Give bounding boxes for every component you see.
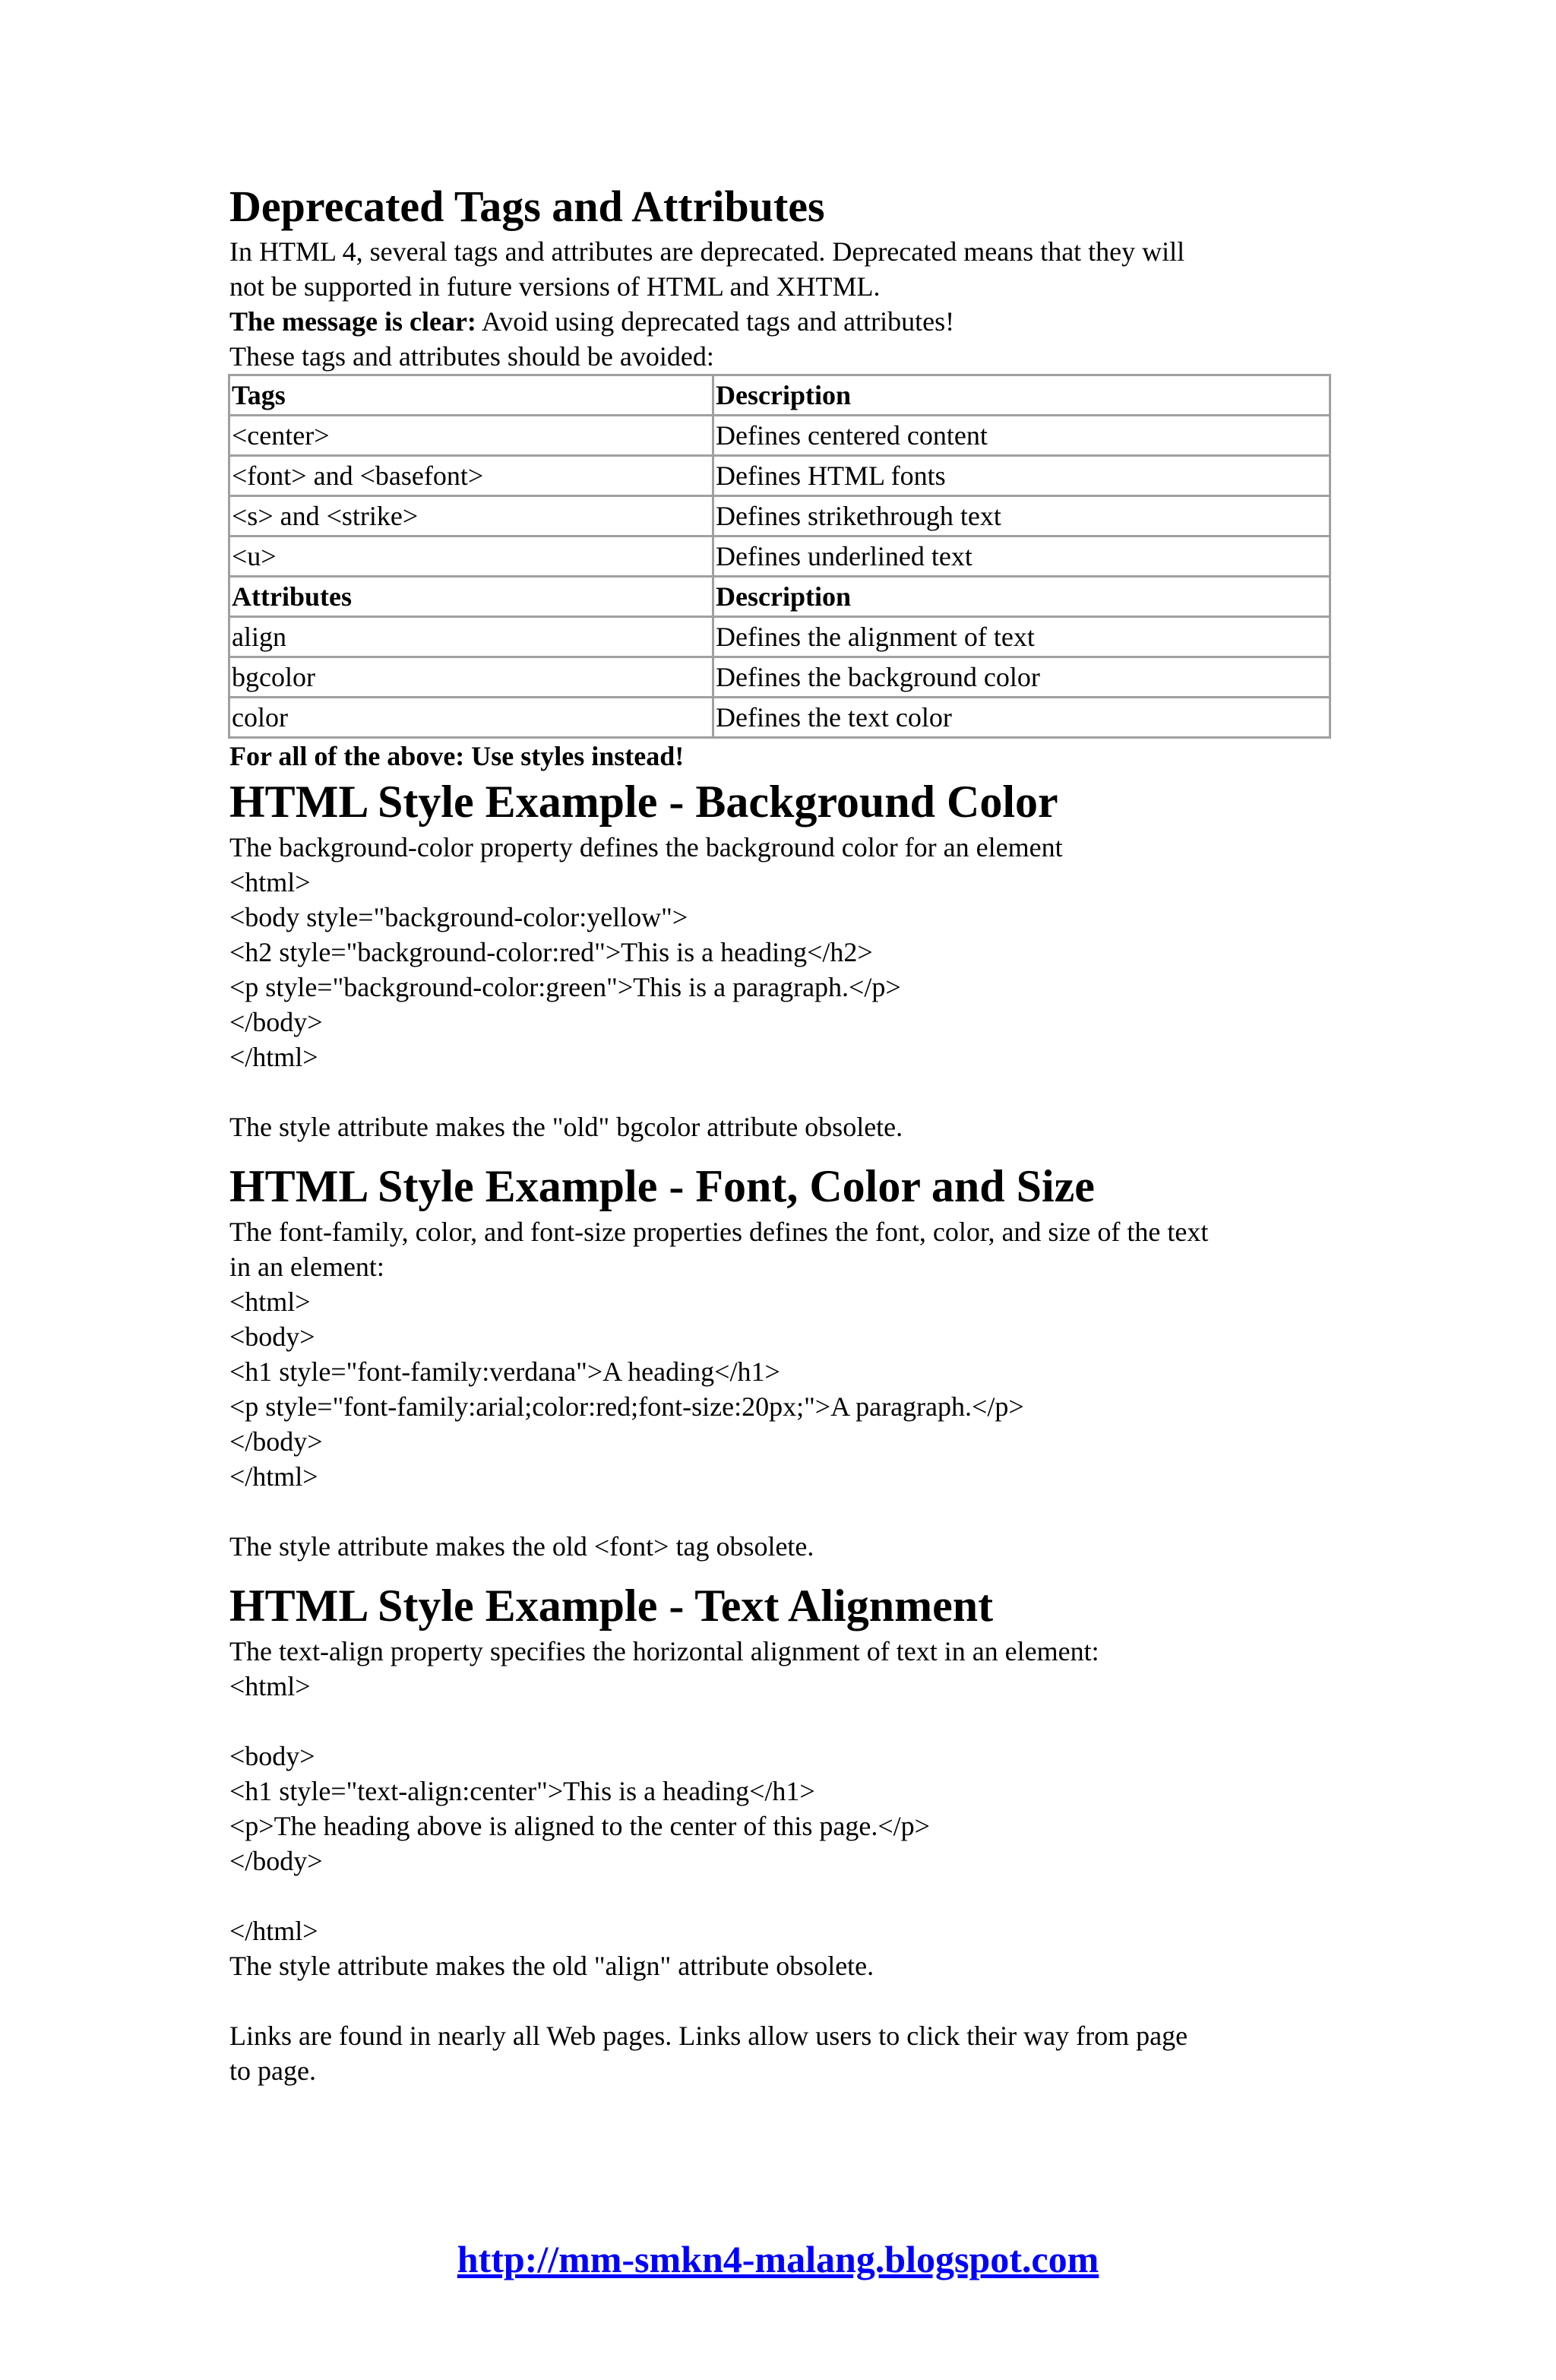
table-cell: <s> and <strike>	[229, 496, 713, 536]
note-line: The style attribute makes the old "align" attribute obsolete.	[229, 1951, 874, 1981]
table-header-row	[229, 375, 1330, 416]
table-row	[229, 456, 1330, 496]
code-line: <p style="font-family:arial;color:red;font-size:20px;">A paragraph.</p>	[229, 1391, 1024, 1422]
body-line: The background-color property defines the background color for an element	[229, 832, 1063, 862]
table-header-cell: Tags	[229, 375, 713, 416]
spacer	[229, 1983, 1339, 2018]
table-cell: <u>	[229, 536, 713, 577]
spacer	[229, 1704, 1339, 1739]
code-line: <p>The heading above is aligned to the center of this page.</p>	[229, 1811, 930, 1841]
note-line: The style attribute makes the old <font> tag obsolete.	[229, 1531, 814, 1562]
body-line: The font-family, color, and font-size properties defines the font, color, and size of the text	[229, 1217, 1209, 1247]
section-heading-background-color: HTML Style Example - Background Color	[229, 777, 1058, 827]
message-line	[229, 304, 1339, 339]
links-line: Links are found in nearly all Web pages. Links allow users to click their way from page	[229, 2021, 1188, 2051]
table-cell: bgcolor	[229, 657, 713, 698]
deprecated-table	[228, 374, 1331, 739]
table-row	[229, 496, 1330, 536]
spacer	[229, 1494, 1339, 1529]
table-row	[229, 536, 1330, 577]
section-heading-text-alignment: HTML Style Example - Text Alignment	[229, 1581, 994, 1631]
note-line: The style attribute makes the "old" bgcolor attribute obsolete.	[229, 1112, 903, 1142]
table-cell: Defines centered content	[713, 416, 1330, 456]
links-line: to page.	[229, 2056, 316, 2086]
intro-line: not be supported in future versions of HTML and XHTML.	[229, 271, 881, 302]
code-line: </body>	[229, 1426, 323, 1457]
code-line: <h1 style="text-align:center">This is a heading</h1>	[229, 1776, 815, 1806]
table-cell: Defines the text color	[713, 698, 1330, 738]
footer-link[interactable]: http://mm-smkn4-malang.blogspot.com	[457, 2238, 1099, 2280]
code-line: <h2 style="background-color:red">This is a heading</h2>	[229, 937, 873, 967]
code-line: <body>	[229, 1321, 315, 1352]
body-line: in an element:	[229, 1252, 384, 1282]
code-line: <h1 style="font-family:verdana">A heading</h1>	[229, 1356, 780, 1387]
spacer	[229, 1878, 1339, 1913]
code-line: </html>	[229, 1916, 318, 1946]
table-header-row	[229, 577, 1330, 617]
table-cell: <center>	[229, 416, 713, 456]
table-cell: Defines HTML fonts	[713, 456, 1330, 496]
table-cell: Defines underlined text	[713, 536, 1330, 577]
section-heading-deprecated: Deprecated Tags and Attributes	[229, 182, 825, 231]
table-header-cell: Description	[713, 375, 1330, 416]
message-label: The message is clear:	[229, 306, 476, 337]
document-page	[229, 179, 1339, 2088]
spacer	[229, 1144, 1339, 1158]
table-cell: align	[229, 617, 713, 657]
code-line: <body style="background-color:yellow">	[229, 902, 688, 932]
body-line: The text-align property specifies the horizontal alignment of text in an element:	[229, 1636, 1099, 1666]
table-header-cell: Description	[713, 577, 1330, 617]
code-line: <body>	[229, 1741, 315, 1771]
table-cell: <font> and <basefont>	[229, 456, 713, 496]
intro-line: In HTML 4, several tags and attributes are deprecated. Deprecated means that they will	[229, 236, 1185, 267]
table-row	[229, 698, 1330, 738]
code-line: </html>	[229, 1042, 318, 1072]
table-row	[229, 416, 1330, 456]
table-row	[229, 617, 1330, 657]
table-cell: color	[229, 698, 713, 738]
closing-note: For all of the above: Use styles instead!	[229, 741, 685, 771]
table-row	[229, 657, 1330, 698]
code-line: <html>	[229, 1671, 311, 1701]
footer	[0, 2237, 1556, 2281]
table-cell: Defines the background color	[713, 657, 1330, 698]
code-line: </body>	[229, 1846, 323, 1876]
code-line: </html>	[229, 1461, 318, 1492]
table-cell: Defines the alignment of text	[713, 617, 1330, 657]
message-text: Avoid using deprecated tags and attributes!	[476, 306, 955, 337]
avoid-line: These tags and attributes should be avoided:	[229, 341, 714, 372]
table-cell: Defines strikethrough text	[713, 496, 1330, 536]
code-line: </body>	[229, 1007, 323, 1037]
section-heading-font-color-size: HTML Style Example - Font, Color and Size	[229, 1161, 1095, 1211]
code-line: <p style="background-color:green">This is a paragraph.</p>	[229, 972, 901, 1002]
code-line: <html>	[229, 1287, 311, 1317]
table-header-cell: Attributes	[229, 577, 713, 617]
spacer	[229, 1074, 1339, 1109]
code-line: <html>	[229, 867, 311, 897]
spacer	[229, 1564, 1339, 1578]
